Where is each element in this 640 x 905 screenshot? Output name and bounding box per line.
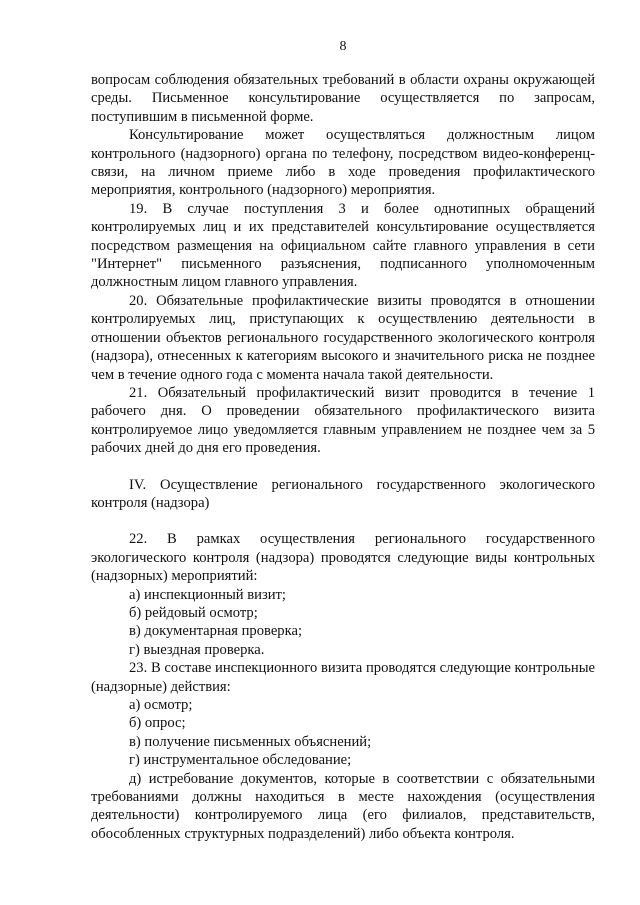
paragraph-consultation-written: вопросам соблюдения обязательных требований в области охраны окружающей среды. Письменное консультирование осуществляется по запросам, поступившим в письменной форме. [91, 72, 595, 125]
paragraph-20: 20. Обязательные профилактические визиты проводятся в отношении контролируемых лиц, приступающих к осуществлению деятельности в отношении объектов регионального государственного экологического контроля (надзора), отнесенных к категориям высокого и значительного риска не позднее чем в течение одного года с момента начала такой деятельности. [91, 292, 595, 383]
list-item-documents-request: д) истребование документов, которые в соответствии с обязательными требованиями должны находиться в месте нахождения (осуществления деятельности) контролируемого лица (его филиалов, представительств, обособленных структурных подразделений) либо объекта контроля. [91, 770, 595, 842]
paragraph-21: 21. Обязательный профилактический визит проводится в течение 1 рабочего дня. О проведении обязательного профилактического визита контролируемое лицо уведомляется главным управлением не позднее чем за 5 рабочих дней до дня его проведения. [91, 384, 595, 457]
list-item: в) документарная проверка; [129, 623, 302, 640]
document-page [91, 0, 595, 905]
page-number: 8 [339, 39, 347, 54]
paragraph-23: 23. В составе инспекционного визита проводятся следующие контрольные (надзорные) действия: [91, 660, 595, 695]
list-item: г) инструментальное обследование; [129, 752, 352, 769]
list-item: в) получение письменных объяснений; [129, 733, 372, 750]
document-body [91, 71, 595, 843]
list-item: б) опрос; [129, 715, 186, 732]
list-item: а) осмотр; [129, 697, 193, 713]
list-item: б) рейдовый осмотр; [129, 604, 258, 621]
paragraph-consultation-methods: Консультирование может осуществляться должностным лицом контрольного (надзорного) органа по телефону, посредством видео-конференц-связи, на личном приеме либо в ходе проведения профилактического мероприятия, контрольного (надзорного) мероприятия. [91, 127, 595, 199]
section-heading-iv: IV. Осуществление регионального государственного экологического контроля (надзора) [91, 476, 595, 511]
list-item: а) инспекционный визит; [129, 586, 286, 603]
list-item: г) выездная проверка. [129, 641, 265, 658]
paragraph-22: 22. В рамках осуществления регионального государственного экологического контроля (надзора) проводятся следующие виды контрольных (надзорных) мероприятий: [91, 531, 595, 585]
paragraph-19: 19. В случае поступления 3 и более однотипных обращений контролируемых лиц и их представителей консультирование осуществляется посредством размещения на официальном сайте главного управления в сети "Интернет" письменного разъяснения, подписанного уполномоченным должностным лицом главного управления. [91, 200, 595, 291]
